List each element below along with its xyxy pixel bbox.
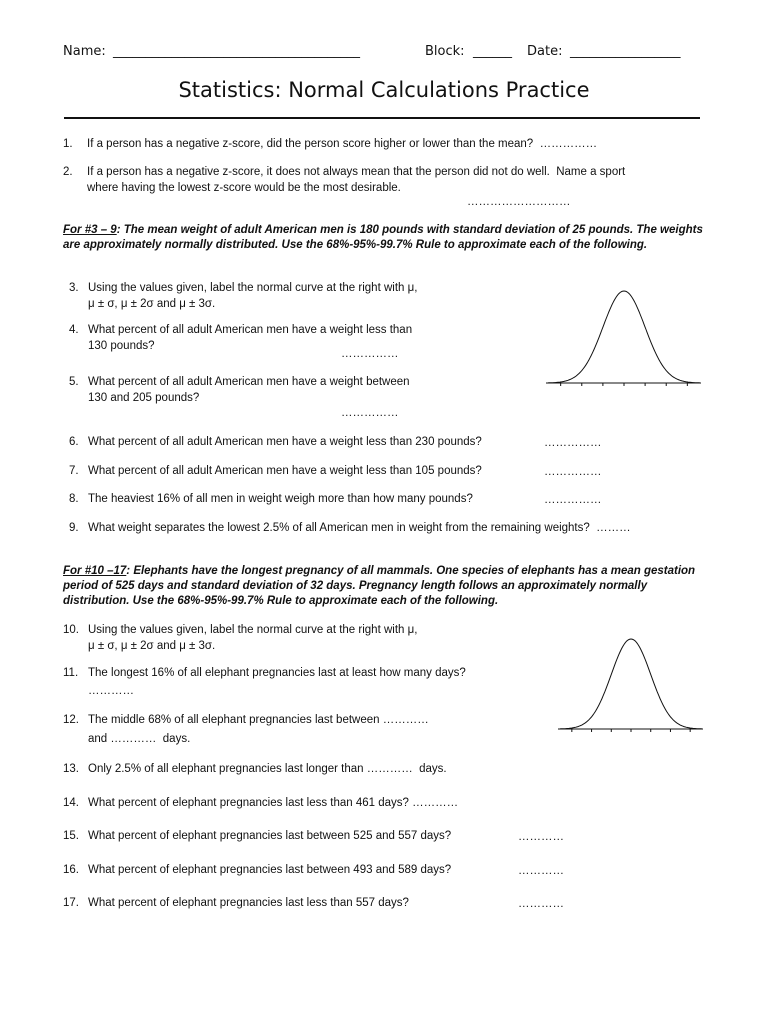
answer-blank[interactable]: …………: [518, 865, 564, 877]
question-text: The middle 68% of all elephant pregnancies last between …………: [88, 714, 429, 726]
answer-blank[interactable]: …………: [518, 898, 564, 910]
question-11: [63, 666, 523, 698]
bell-curve: [560, 639, 702, 729]
block-field[interactable]: ______: [473, 44, 512, 59]
section-text: : The mean weight of adult American men is 180 pounds with standard deviation of 25 pounds. The weights are approximately normally distributed. Use the 68%-95%-99.7% Rule to approximate each of the following.: [63, 224, 703, 251]
question-number: 5.: [69, 376, 79, 388]
date-field[interactable]: _________________: [570, 44, 681, 59]
question-number: 17.: [63, 897, 79, 909]
question-text: What percent of elephant pregnancies last between 525 and 557 days?: [88, 830, 452, 842]
question-number: 11.: [63, 667, 79, 679]
answer-blank[interactable]: ……………: [544, 437, 602, 449]
section-intro-weights: [63, 223, 708, 253]
question-number: 13.: [63, 763, 79, 775]
answer-blank[interactable]: ……………: [341, 348, 399, 360]
question-number: 12.: [63, 714, 79, 726]
question-text: Using the values given, label the normal curve at the right with μ,: [88, 624, 418, 636]
question-text: What percent of elephant pregnancies last less than 461 days? …………: [88, 797, 459, 809]
student-info-header: [0, 44, 768, 64]
answer-blank[interactable]: ……………: [341, 407, 399, 419]
question-number: 3.: [69, 282, 79, 294]
question-number: 15.: [63, 830, 79, 842]
date-label: Date:: [527, 44, 567, 59]
question-text: What weight separates the lowest 2.5% of all American men in weight from the remaining weights? ………: [88, 522, 631, 534]
question-text-continued: and ………… days.: [88, 733, 191, 745]
name-label: Name:: [63, 44, 110, 59]
question-number: 2.: [63, 166, 73, 178]
answer-blank[interactable]: ………………………: [467, 196, 571, 208]
question-text: If a person has a negative z-score, did the person score higher or lower than the mean? ……………: [87, 138, 598, 150]
question-text-continued: 130 and 205 pounds?: [88, 391, 200, 404]
normal-curve-weights: [544, 285, 704, 389]
answer-blank[interactable]: …………: [88, 685, 134, 697]
question-10: [63, 623, 503, 655]
question-text-continued: μ ± σ, μ ± 2σ and μ ± 3σ.: [88, 297, 216, 310]
question-number: 16.: [63, 864, 79, 876]
section-label: For #10 –17: [63, 565, 127, 577]
question-2: [63, 165, 703, 215]
question-text: The longest 16% of all elephant pregnancies last at least how many days?: [88, 667, 466, 679]
section-label: For #3 – 9: [63, 224, 117, 236]
question-4: [69, 323, 469, 355]
normal-curve-elephants: [556, 633, 706, 735]
question-text: What percent of elephant pregnancies last between 493 and 589 days?: [88, 864, 452, 876]
question-number: 14.: [63, 797, 79, 809]
question-number: 6.: [69, 436, 79, 448]
answer-blank[interactable]: …………: [518, 831, 564, 843]
answer-blank[interactable]: ……………: [544, 494, 602, 506]
bell-curve: [548, 291, 700, 383]
question-number: 4.: [69, 324, 79, 336]
question-number: 10.: [63, 624, 79, 636]
page-title: Statistics: Normal Calculations Practice: [178, 78, 590, 102]
question-text: If a person has a negative z-score, it does not always mean that the person did not do well. Name a sport: [87, 166, 626, 178]
block-label: Block:: [425, 44, 469, 59]
name-field[interactable]: ______________________________________: [113, 44, 360, 59]
question-text: Only 2.5% of all elephant pregnancies last longer than ………… days.: [88, 763, 447, 775]
question-text: What percent of all adult American men have a weight less than 105 pounds?: [88, 465, 482, 477]
question-number: 9.: [69, 522, 79, 534]
question-text-continued: where having the lowest z-score would be the most desirable.: [87, 181, 401, 194]
question-text: What percent of all adult American men have a weight less than: [88, 324, 413, 336]
question-text: What percent of all adult American men have a weight between: [88, 376, 410, 388]
question-12: [63, 713, 503, 749]
section-text: : Elephants have the longest pregnancy of all mammals. One species of elephants has a mean gestation period of 525 days and standard deviation of 32 days. Pregnancy length follows an approximately normally distribution. Use the 68%-95%-99.7% Rule to approximate each of the following.: [63, 565, 696, 607]
question-number: 1.: [63, 138, 73, 150]
question-text: Using the values given, label the normal curve at the right with μ,: [88, 282, 418, 294]
question-5: [69, 375, 469, 407]
title-divider: [64, 117, 700, 119]
question-text: What percent of elephant pregnancies last less than 557 days?: [88, 897, 409, 909]
question-text-continued: 130 pounds?: [88, 339, 155, 352]
answer-blank[interactable]: ……………: [544, 466, 602, 478]
question-text: The heaviest 16% of all men in weight weigh more than how many pounds?: [88, 493, 473, 505]
question-text-continued: μ ± σ, μ ± 2σ and μ ± 3σ.: [88, 639, 216, 652]
question-3: [69, 281, 469, 313]
section-intro-elephants: [63, 564, 708, 609]
question-number: 8.: [69, 493, 79, 505]
question-number: 7.: [69, 465, 79, 477]
question-text: What percent of all adult American men have a weight less than 230 pounds?: [88, 436, 482, 448]
